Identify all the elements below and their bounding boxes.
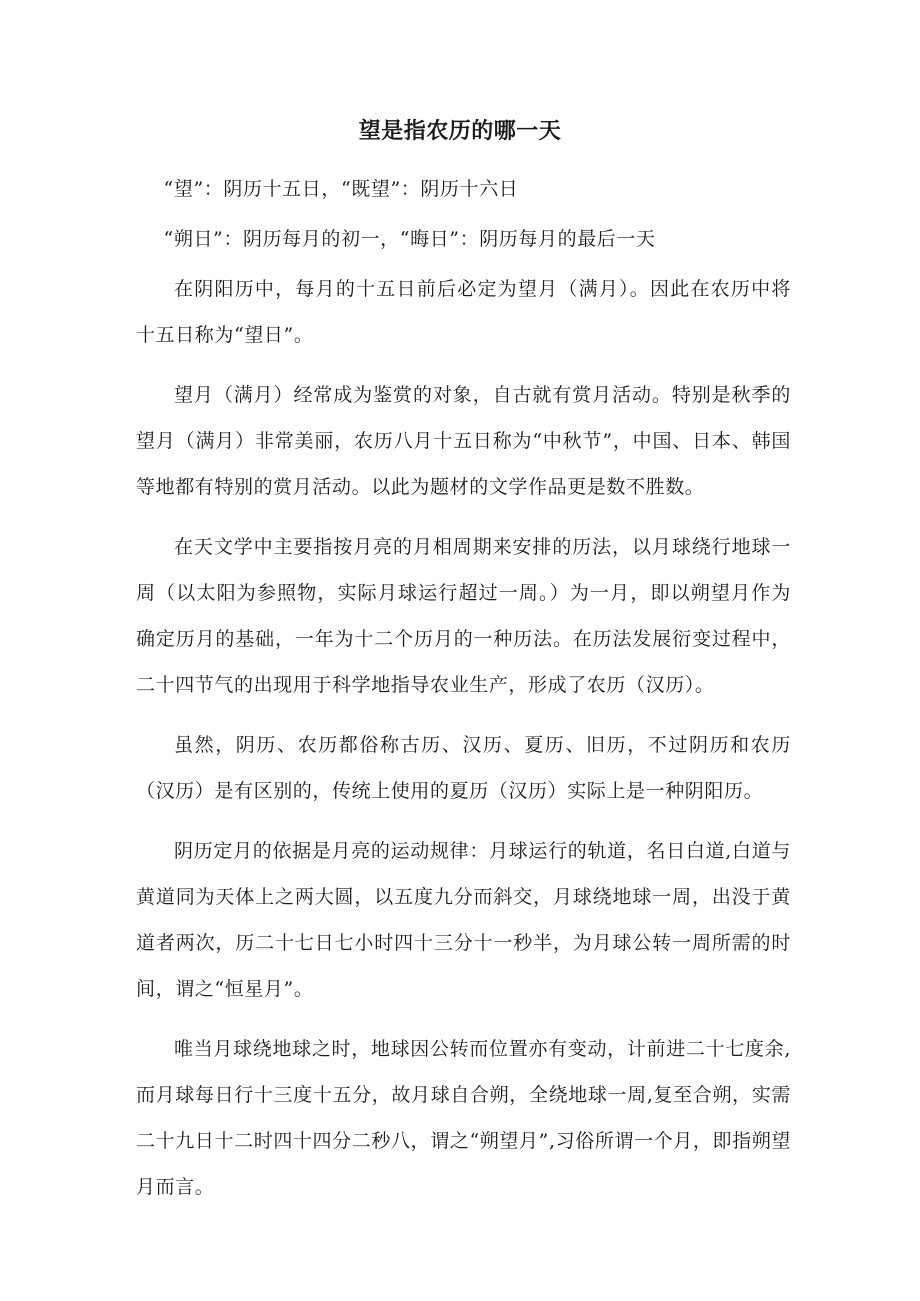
paragraph-moon-viewing: 望月（满月）经常成为鉴赏的对象，自古就有赏月活动。特别是秋季的望月（满月）非常美丽，农历八月十五日称为“中秋节”，中国、日本、韩国等地都有特别的赏月活动。以此为题材的文学作品更是数不胜数。 — [136, 384, 791, 498]
paragraph-sidereal-month: 阴历定月的依据是月亮的运动规律：月球运行的轨道，名日白道,白道与黄道同为天体上之两大圆，以五度九分而斜交，月球绕地球一周，出没于黄道者两次，历二十七日七小时四十三分十一秒半，为月球公转一周所需的时间，谓之“恒星月”。 — [136, 840, 791, 1000]
document-title: 望是指农历的哪一天 — [358, 119, 562, 144]
paragraph-wangri: 在阴阳历中，每月的十五日前后必定为望月（满月）。因此在农历中将十五日称为“望日”。 — [136, 278, 791, 346]
document-body — [136, 166, 791, 1210]
definition-shuo-hui: “朔日”：阴历每月的初一，“晦日”：阴历每月的最后一天 — [163, 228, 656, 250]
paragraph-calendar-difference: 虽然，阴历、农历都俗称古历、汉历、夏历、旧历，不过阴历和农历（汉历）是有区别的，传统上使用的夏历（汉历）实际上是一种阴阳历。 — [136, 734, 791, 802]
paragraph-lunar-calendar: 在天文学中主要指按月亮的月相周期来安排的历法，以月球绕行地球一周（以太阳为参照物，实际月球运行超过一周。）为一月，即以朔望月作为确定历月的基础，一年为十二个历月的一种历法。在历法发展衍变过程中，二十四节气的出现用于科学地指导农业生产，形成了农历（汉历）。 — [136, 536, 791, 696]
definition-wang: “望”：阴历十五日，“既望”：阴历十六日 — [163, 178, 519, 200]
paragraph-synodic-month: 唯当月球绕地球之时，地球因公转而位置亦有变动，计前进二十七度余,而月球每日行十三度十五分，故月球自合朔，全绕地球一周,复至合朔，实需二十九日十二时四十四分二秒八，谓之“朔望月”,习俗所谓一个月，即指朔望月而言。 — [136, 1038, 791, 1198]
